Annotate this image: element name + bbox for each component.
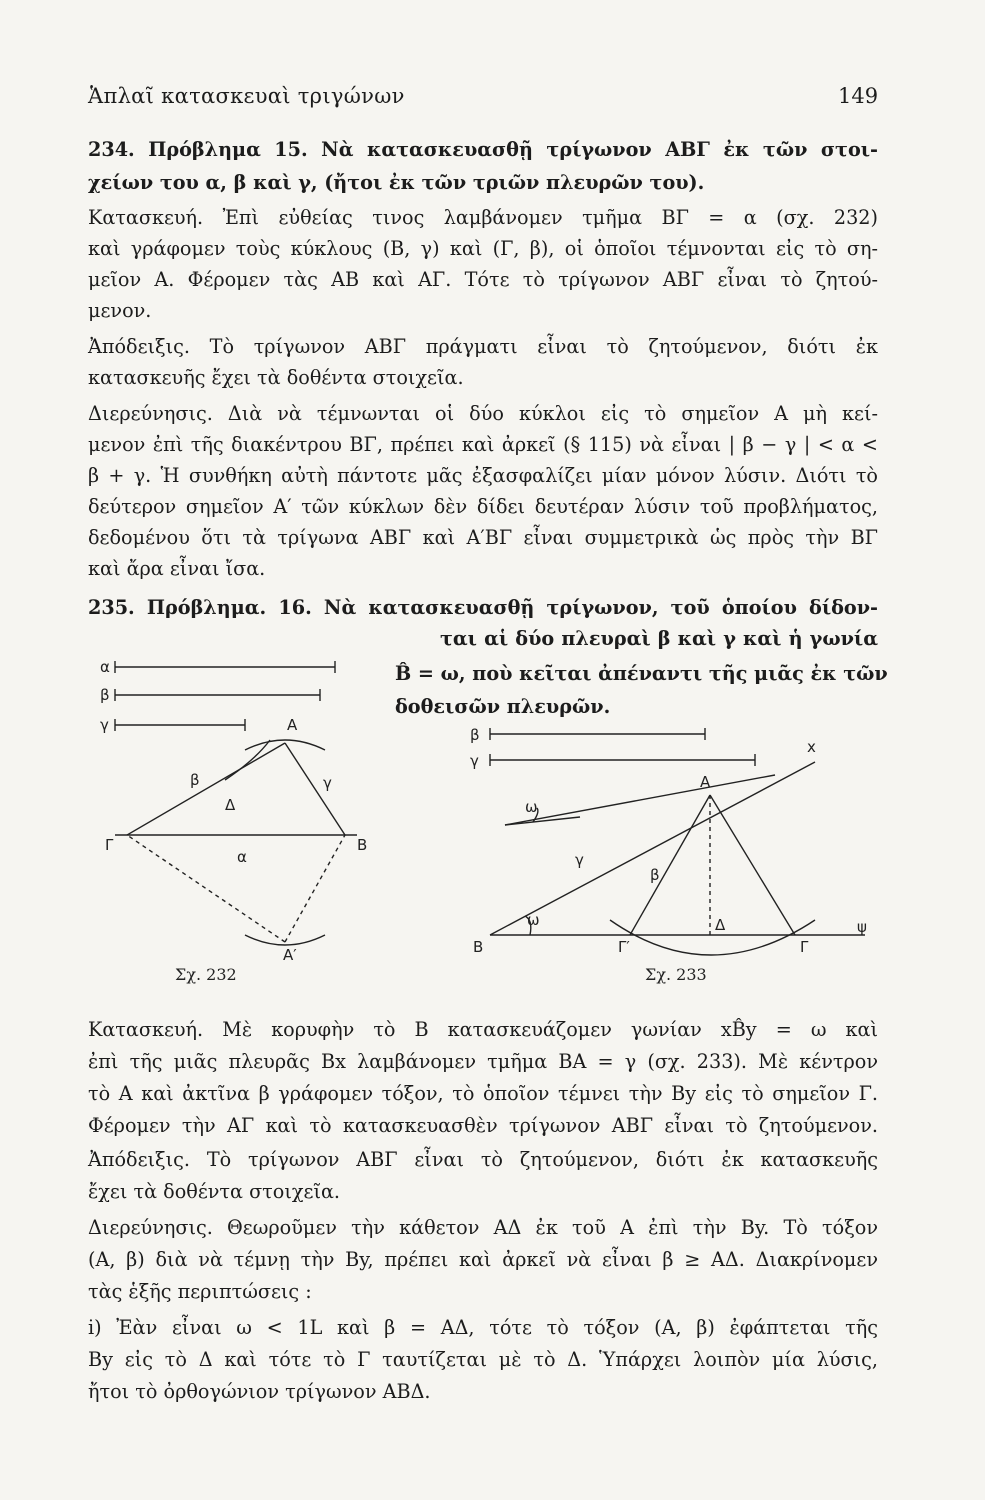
text-line: μενον. — [88, 299, 152, 322]
text-line: Ἀπόδειξις. Τὸ τρίγωνον ΑΒΓ πράγματι εἶναι τὸ ζητούμενον, διότι ἐκ — [88, 335, 878, 358]
text-line: i) Ἐὰν εἶναι ω < 1L καὶ β = ΑΔ, τότε τὸ τόξον (Α, β) ἐφάπτεται τῆς — [88, 1316, 878, 1339]
label-y: ψ — [857, 918, 867, 936]
text-line: κατασκευῆς ἔχει τὰ δοθέντα στοιχεῖα. — [88, 366, 464, 389]
text-line: καὶ γράφομεν τοὺς κύκλους (Β, γ) καὶ (Γ, β), οἱ ὁποῖοι τέμνονται εἰς τὸ ση- — [88, 237, 878, 260]
text-line: (Α, β) διὰ νὰ τέμνῃ τὴν Βy, πρέπει καὶ ἀρκεῖ νὰ εἶναι β ≥ ΑΔ. Διακρίνομεν — [88, 1248, 878, 1271]
figure-233 — [455, 720, 885, 990]
text-line: καὶ ἄρα εἶναι ἴσα. — [88, 557, 266, 580]
side-AG2 — [630, 795, 710, 935]
label-A-prime: Α′ — [283, 946, 297, 964]
side-AG — [127, 743, 285, 835]
ray-Bx — [490, 762, 815, 935]
figure-232 — [95, 650, 395, 990]
problem-235-heading-cont: ται αἱ δύο πλευραὶ β καὶ γ καὶ ἡ γωνία — [440, 627, 878, 650]
problem-235-heading: 235. Πρόβλημα. 16. Νὰ κατασκευασθῇ τρίγωνον, τοῦ ὁποίου δίδον- — [88, 596, 878, 619]
angle-side-1 — [505, 775, 775, 825]
side-A2G — [127, 835, 285, 942]
label-D: Δ — [225, 796, 236, 814]
caption-232: Σχ. 232 — [175, 965, 237, 984]
text-line: τὸ Α καὶ ἀκτῖνα β γράφομεν τόξον, τὸ ὁποῖον τέμνει τὴν Βy εἰς τὸ σημεῖον Γ. — [88, 1082, 878, 1105]
label-g-side: γ — [323, 774, 332, 792]
caption-233: Σχ. 233 — [645, 965, 707, 984]
label-G: Γ — [800, 938, 809, 956]
side-AB — [285, 743, 345, 835]
side-A2B — [285, 835, 345, 942]
label-B: Β — [473, 938, 484, 956]
text-line: Κατασκευή. Μὲ κορυφὴν τὸ Β κατασκευάζομεν γωνίαν xB̂y = ω καὶ — [88, 1018, 878, 1041]
label-gamma: γ — [100, 716, 109, 734]
label-beta: β — [470, 726, 480, 744]
text-line: Διερεύνησις. Θεωροῦμεν τὴν κάθετον ΑΔ ἐκ τοῦ Α ἐπὶ τὴν Βy. Τὸ τόξον — [88, 1216, 878, 1239]
label-g-side: γ — [575, 851, 584, 869]
label-D: Δ — [715, 916, 726, 934]
side-AG — [710, 795, 795, 935]
label-gamma: γ — [470, 752, 479, 770]
problem-234-heading-cont: χείων του α, β καὶ γ, (ἤτοι ἐκ τῶν τριῶν πλευρῶν του). — [88, 171, 705, 194]
problem-235-heading-cont: B̂ = ω, ποὺ κεῖται ἀπέναντι τῆς μιᾶς ἐκ τῶν — [395, 662, 888, 685]
text-line: ἔχει τὰ δοθέντα στοιχεῖα. — [88, 1180, 341, 1203]
text-line: Κατασκευή. Ἐπὶ εὐθείας τινος λαμβάνομεν τμῆμα ΒΓ = α (σχ. 232) — [88, 206, 878, 229]
text-line: Ἀπόδειξις. Τὸ τρίγωνον ΑΒΓ εἶναι τὸ ζητούμενον, διότι ἐκ κατασκευῆς — [88, 1148, 878, 1171]
label-A: Α — [700, 773, 711, 791]
label-a-side: α — [237, 848, 247, 866]
label-alpha: α — [100, 658, 110, 676]
page-number: 149 — [838, 84, 879, 108]
label-G: Γ — [105, 836, 114, 854]
text-line: μενον ἐπὶ τῆς διακέντρου ΒΓ, πρέπει καὶ ἀρκεῖ (§ 115) νὰ εἶναι | β − γ | < α < — [88, 433, 878, 456]
text-line: δεύτερον σημεῖον Α′ τῶν κύκλων δὲν δίδει δευτέραν λύσιν τοῦ προβλήματος, — [88, 495, 878, 518]
label-B: Β — [357, 836, 368, 854]
arc-lower — [245, 935, 325, 945]
text-line: Διερεύνησις. Διὰ νὰ τέμνωνται οἱ δύο κύκλοι εἰς τὸ σημεῖον Α μὴ κεί- — [88, 402, 878, 425]
label-beta: β — [100, 686, 110, 704]
arc-circle — [610, 920, 815, 955]
text-line: β + γ. Ἡ συνθήκη αὐτὴ πάντοτε μᾶς ἐξασφαλίζει μίαν μόνον λύσιν. Διότι τὸ — [88, 464, 878, 487]
label-b-side: β — [190, 771, 200, 789]
chapter-title: Ἁπλαῖ κατασκευαὶ τριγώνων — [88, 84, 405, 108]
label-omega: ω — [525, 798, 538, 816]
text-line: Φέρομεν τὴν ΑΓ καὶ τὸ κατασκευασθὲν τρίγωνον ΑΒΓ εἶναι τὸ ζητούμενον. — [88, 1114, 878, 1137]
label-x: x — [807, 738, 816, 756]
text-line: τὰς ἑξῆς περιπτώσεις : — [88, 1280, 312, 1303]
label-A: Α — [287, 716, 298, 734]
problem-234-heading: 234. Πρόβλημα 15. Νὰ κατασκευασθῇ τρίγωνον ΑΒΓ ἐκ τῶν στοι- — [88, 138, 878, 161]
text-line: ἐπὶ τῆς μιᾶς πλευρᾶς Βx λαμβάνομεν τμῆμα ΒΑ = γ (σχ. 233). Μὲ κέντρον — [88, 1050, 878, 1073]
arc-upper — [245, 740, 325, 750]
label-G-prime: Γ′ — [618, 938, 630, 956]
problem-235-heading-cont: δοθεισῶν πλευρῶν. — [395, 695, 611, 718]
text-line: μεῖον Α. Φέρομεν τὰς ΑΒ καὶ ΑΓ. Τότε τὸ τρίγωνον ΑΒΓ εἶναι τὸ ζητού- — [88, 268, 878, 291]
label-b-side: β — [650, 866, 660, 884]
text-line: δεδομένου ὅτι τὰ τρίγωνα ΑΒΓ καὶ Α′ΒΓ εἶναι συμμετρικὰ ὡς πρὸς τὴν ΒΓ — [88, 526, 878, 549]
text-line: Βy εἰς τὸ Δ καὶ τότε τὸ Γ ταυτίζεται μὲ τὸ Δ. Ὑπάρχει λοιπὸν μία λύσις, — [88, 1348, 878, 1371]
label-omega-B: ω — [527, 911, 540, 929]
text-line: ἤτοι τὸ ὀρθογώνιον τρίγωνον ΑΒΔ. — [88, 1380, 431, 1403]
